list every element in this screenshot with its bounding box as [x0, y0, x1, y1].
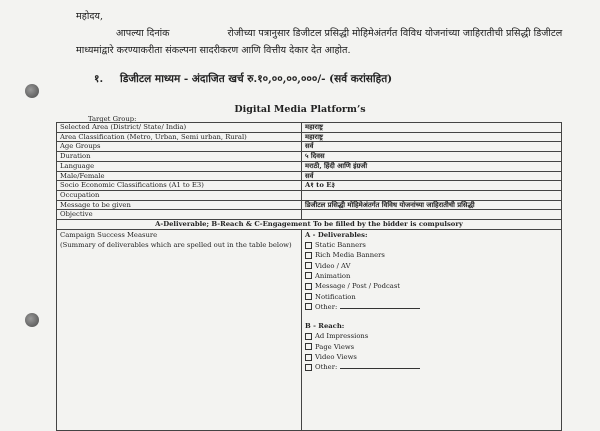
row-label: Language	[57, 161, 302, 171]
target-group-table	[56, 122, 562, 431]
row-value: सर्व	[302, 171, 562, 181]
table-row	[57, 152, 562, 162]
campaign-row	[57, 229, 562, 430]
row-value: ५ दिवस	[302, 152, 562, 162]
checkbox-icon[interactable]	[305, 303, 312, 310]
row-value: डिजीटल प्रसिद्धी मोहिमेअंतर्गत विविध योजनांच्या जाहिरातीची प्रसिद्धी	[302, 200, 562, 210]
campaign-subtitle: (Summary of deliverables which are spelled out in the table below)	[60, 240, 292, 249]
checkbox-icon[interactable]	[305, 252, 312, 259]
table-row	[57, 132, 562, 142]
row-value: मराठी, हिंदी आणि इंग्रजी	[302, 161, 562, 171]
row-label: Age Groups	[57, 142, 302, 152]
row-value: सर्व	[302, 142, 562, 152]
reach-item-label: Page Views	[315, 342, 355, 351]
deliverables-item-label: Other:	[315, 302, 338, 311]
reach-item[interactable]	[305, 352, 558, 362]
row-label: Objective	[57, 210, 302, 220]
fill-in-line[interactable]	[340, 302, 420, 309]
intro-paragraph	[76, 25, 571, 59]
deliverables-item[interactable]	[305, 281, 558, 291]
deliverables-item[interactable]	[305, 261, 558, 271]
deliverables-item-label: Message / Post / Podcast	[315, 282, 401, 291]
table-row	[57, 200, 562, 210]
punch-hole-bottom	[25, 313, 39, 327]
campaign-title: Campaign Success Measure	[60, 230, 158, 239]
row-value: महाराष्ट्र	[302, 132, 562, 142]
punch-hole-top	[25, 84, 39, 98]
row-label: Occupation	[57, 190, 302, 200]
checkbox-icon[interactable]	[305, 272, 312, 279]
banner-row	[57, 220, 562, 230]
row-label: Area Classification (Metro, Urban, Semi urban, Rural)	[57, 132, 302, 142]
deliverables-item-label: Notification	[315, 292, 356, 301]
table-row	[57, 123, 562, 133]
reach-item-label: Ad Impressions	[315, 332, 369, 341]
row-label: Male/Female	[57, 171, 302, 181]
checkbox-icon[interactable]	[305, 354, 312, 361]
letter-intro	[76, 8, 571, 59]
checkbox-icon[interactable]	[305, 262, 312, 269]
checkbox-icon[interactable]	[305, 283, 312, 290]
table-row	[57, 210, 562, 220]
intro-part-1: आपल्या दिनांक	[116, 28, 170, 39]
table-row	[57, 181, 562, 191]
deliverables-cell	[302, 229, 562, 430]
checkbox-icon[interactable]	[305, 333, 312, 340]
deliverables-item-label: Animation	[315, 271, 351, 280]
deliverables-item-label: Rich Media Banners	[315, 251, 385, 260]
row-label: Socio Economic Classifications (A1 to E3)	[57, 181, 302, 191]
deliverables-list	[305, 240, 558, 312]
salutation: महोदय,	[76, 11, 104, 22]
table-row	[57, 190, 562, 200]
reach-item[interactable]	[305, 331, 558, 341]
reach-item[interactable]	[305, 342, 558, 352]
fill-in-line[interactable]	[340, 362, 420, 369]
section-number: १.	[94, 73, 104, 85]
reach-item[interactable]	[305, 362, 558, 372]
deliverables-item[interactable]	[305, 250, 558, 260]
section-heading	[94, 72, 392, 86]
deliverables-item-label: Video / AV	[315, 261, 351, 270]
checkbox-icon[interactable]	[305, 242, 312, 249]
table-row	[57, 171, 562, 181]
deliverables-item-label: Static Banners	[315, 241, 366, 250]
platform-title: Digital Media Platform’s	[234, 104, 366, 115]
table-row	[57, 142, 562, 152]
reach-item-label: Video Views	[315, 353, 357, 361]
row-label: Message to be given	[57, 200, 302, 210]
checkbox-icon[interactable]	[305, 293, 312, 300]
checkbox-icon[interactable]	[305, 343, 312, 350]
table-row	[57, 161, 562, 171]
target-group-label: Target Group:	[88, 115, 137, 123]
deliverables-item[interactable]	[305, 302, 558, 312]
row-value	[302, 210, 562, 220]
row-value: महाराष्ट्र	[302, 123, 562, 133]
reach-item-label: Other:	[315, 363, 338, 372]
row-value	[302, 190, 562, 200]
deliverables-item[interactable]	[305, 240, 558, 250]
deliverables-item[interactable]	[305, 292, 558, 302]
row-value: A१ to E३	[302, 181, 562, 191]
deliverables-title: A - Deliverables:	[305, 230, 368, 239]
banner-text: A-Deliverable; B-Reach & C-Engagement To be filled by the bidder is compulsory	[57, 220, 562, 230]
campaign-cell	[57, 229, 302, 430]
row-label: Duration	[57, 152, 302, 162]
checkbox-icon[interactable]	[305, 364, 312, 371]
reach-list	[305, 331, 558, 372]
row-label: Selected Area (District/ State/ India)	[57, 123, 302, 133]
section-heading-text: डिजीटल माध्यम - अंदाजित खर्च रु.१०,००,००,०००/- (सर्व करांसहित)	[120, 73, 393, 85]
deliverables-item[interactable]	[305, 271, 558, 281]
intro-part-2: रोजीच्या पत्रानुसार डिजीटल प्रसिद्धी मोहिमेअंतर्गत विविध योजनांच्या जाहिरातीची प्रसिद्धी डिजीटल माध्यमांद्वारे करण्याकरीता संकल्पना सादरीकरण आणि वित्तीय देकार देत आहोत.	[76, 28, 563, 56]
reach-title: B - Reach:	[305, 322, 345, 331]
